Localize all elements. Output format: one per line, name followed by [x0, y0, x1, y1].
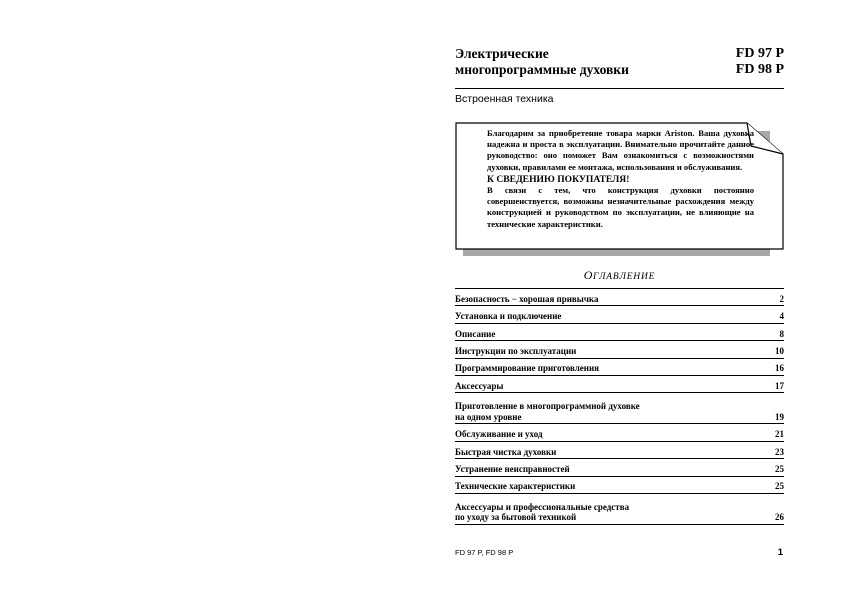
- toc-entry-page: 4: [779, 311, 784, 322]
- toc-entry-label: Установка и подключение: [455, 311, 562, 322]
- toc-entry-label: Обслуживание и уход: [455, 429, 543, 440]
- toc-row[interactable]: [455, 477, 784, 494]
- toc-entry-page: 16: [775, 363, 784, 374]
- toc-entry-page: 25: [775, 481, 784, 492]
- toc-row[interactable]: [455, 393, 784, 424]
- toc-entry-label: Быстрая чистка духовки: [455, 446, 557, 457]
- toc-entry-page: 2: [779, 293, 784, 304]
- toc-row[interactable]: [455, 424, 784, 441]
- model-number-2: FD 98 P: [735, 62, 784, 77]
- toc-entry-page: 26: [775, 512, 784, 523]
- toc-entry-page: 8: [779, 328, 784, 339]
- document-title-line2: многопрограммные духовки: [455, 62, 629, 77]
- toc-row[interactable]: [455, 442, 784, 459]
- toc-entry-page: 23: [775, 446, 784, 457]
- notice-paragraph-1: Благодарим за приобретение товара марки Ariston. Ваша духовка надежна и проста в эксплуатации. Внимательно прочитайте данное руководство: оно поможет Вам ознакомиться с возможностями духовки, правилами ее монтажа, использования и обслуживания.: [487, 128, 754, 172]
- toc-entry-label: Приготовление в многопрограммной духовке на одном уровне: [455, 401, 640, 422]
- toc-title: [455, 268, 784, 283]
- toc-row[interactable]: [455, 324, 784, 341]
- notice-heading: К СВЕДЕНИЮ ПОКУПАТЕЛЯ!: [487, 173, 630, 185]
- toc-title-rest: ГЛАВЛЕНИЕ: [592, 272, 656, 282]
- notice-box: [487, 128, 754, 230]
- table-of-contents: [455, 288, 784, 525]
- toc-row[interactable]: [455, 494, 784, 525]
- document-title-line1: Электрические: [455, 46, 549, 61]
- toc-row[interactable]: [455, 341, 784, 358]
- document-subtitle: Встроенная техника: [455, 93, 554, 105]
- toc-entry-page: 17: [775, 380, 784, 391]
- model-number-1: FD 97 P: [735, 46, 784, 61]
- toc-entry-page: 10: [775, 346, 784, 357]
- document-title: [455, 46, 629, 78]
- page-number: 1: [777, 547, 783, 558]
- toc-entry-label: Устранение неисправностей: [455, 464, 570, 475]
- toc-entry-page: 21: [775, 429, 784, 440]
- toc-entry-label: Аксессуары: [455, 380, 504, 391]
- toc-entry-label: Безопасность − хорошая привычка: [455, 293, 599, 304]
- toc-row[interactable]: [455, 289, 784, 306]
- toc-entry-label: Технические характеристики: [455, 481, 576, 492]
- model-numbers: [736, 46, 784, 78]
- toc-entry-label: Инструкции по эксплуатации: [455, 346, 577, 357]
- toc-entry-page: 19: [775, 411, 784, 422]
- toc-entry-label: Описание: [455, 328, 496, 339]
- toc-row[interactable]: [455, 376, 784, 393]
- toc-row[interactable]: [455, 306, 784, 323]
- footer-models: FD 97 P, FD 98 P: [455, 548, 514, 557]
- notice-paragraph-2: В связи с тем, что конструкция духовки постоянно совершенствуется, возможны незначительные расхождения между конструкцией и руководством по эксплуатации, не влияющие на технические характеристики.: [487, 185, 754, 229]
- toc-row[interactable]: [455, 459, 784, 476]
- toc-entry-label: Программирование приготовления: [455, 363, 600, 374]
- toc-row[interactable]: [455, 359, 784, 376]
- header-divider: [455, 88, 784, 89]
- toc-entry-label: Аксессуары и профессиональные средства по уходу за бытовой техникой: [455, 501, 630, 523]
- toc-title-initial: О: [583, 268, 593, 282]
- toc-entry-page: 25: [775, 464, 784, 475]
